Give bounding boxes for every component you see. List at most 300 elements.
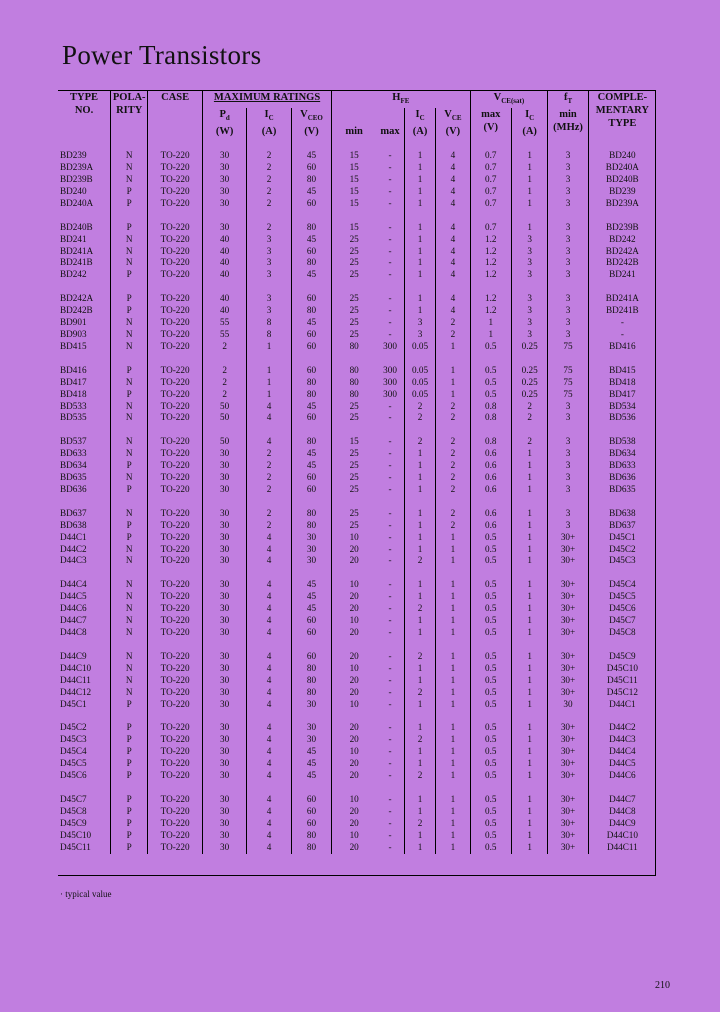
table-cell: 0.7 xyxy=(470,222,511,234)
table-cell: TO-220 xyxy=(148,174,203,186)
table-cell: 1 xyxy=(511,746,547,758)
table-cell: 0.6 xyxy=(470,472,511,484)
table-cell: 2 xyxy=(202,341,246,353)
table-row xyxy=(58,377,656,389)
page-title: Power Transistors xyxy=(62,40,262,70)
table-cell: 30 xyxy=(202,472,246,484)
table-row xyxy=(58,520,656,532)
table-cell: 1 xyxy=(404,722,435,734)
table-cell: 75 xyxy=(548,365,588,377)
table-row xyxy=(58,293,656,305)
group-spacer xyxy=(58,353,656,365)
table-cell: BD637 xyxy=(60,507,87,518)
table-cell: 1 xyxy=(511,806,547,818)
table-cell: TO-220 xyxy=(148,675,203,687)
table-cell: 1 xyxy=(404,544,435,556)
table-cell: BD633 xyxy=(588,460,656,472)
table-cell: BD418 xyxy=(588,377,656,389)
table-cell: BD635 xyxy=(60,472,87,483)
table-cell: - xyxy=(388,400,392,411)
table-cell: 4 xyxy=(247,806,291,818)
table-cell: D44C11 xyxy=(60,674,91,685)
table-cell: 45 xyxy=(291,401,331,413)
table-cell: 80 xyxy=(332,341,376,353)
table-cell: - xyxy=(388,317,392,328)
table-cell: 4 xyxy=(247,436,291,448)
table-cell: 30 xyxy=(202,162,246,174)
table-cell: BD415 xyxy=(588,365,656,377)
table-cell: D45C3 xyxy=(60,734,87,745)
table-cell: 0.7 xyxy=(470,186,511,198)
table-row xyxy=(58,150,656,162)
table-cell: - xyxy=(388,150,392,161)
table-cell: 30 xyxy=(202,448,246,460)
table-cell: 1 xyxy=(436,746,470,758)
table-cell: D45C2 xyxy=(588,544,656,556)
table-cell: BD633 xyxy=(60,448,87,459)
table-cell: 2 xyxy=(436,412,470,424)
table-cell: 4 xyxy=(247,412,291,424)
table-cell: D45C4 xyxy=(588,579,656,591)
table-cell: 0.5 xyxy=(470,663,511,675)
table-cell: 15 xyxy=(332,198,376,210)
table-cell: 30 xyxy=(202,603,246,615)
group-spacer xyxy=(58,567,656,579)
table-cell: 1 xyxy=(511,651,547,663)
table-cell: - xyxy=(388,591,392,602)
table-cell: P xyxy=(111,758,148,770)
table-cell: TO-220 xyxy=(148,603,203,615)
table-cell: 30 xyxy=(202,508,246,520)
table-cell: 2 xyxy=(436,460,470,472)
table-cell: 25 xyxy=(332,269,376,281)
table-cell: 30+ xyxy=(548,818,588,830)
table-cell: 80 xyxy=(332,389,376,401)
table-cell: TO-220 xyxy=(148,246,203,258)
table-cell: 3 xyxy=(548,257,588,269)
table-cell: D44C6 xyxy=(60,603,87,614)
table-cell: BD634 xyxy=(60,460,87,471)
table-cell: N xyxy=(111,150,148,162)
table-cell: TO-220 xyxy=(148,472,203,484)
table-cell: D45C3 xyxy=(588,555,656,567)
table-cell: 1.2 xyxy=(470,269,511,281)
table-row xyxy=(58,544,656,556)
table-cell: TO-220 xyxy=(148,615,203,627)
table-cell: 2 xyxy=(404,651,435,663)
table-cell: 4 xyxy=(436,186,470,198)
table-cell: 1 xyxy=(436,651,470,663)
table-cell: D45C8 xyxy=(60,805,87,816)
table-cell: 3 xyxy=(548,305,588,317)
table-cell: 1 xyxy=(404,699,435,711)
table-cell: 25 xyxy=(332,234,376,246)
table-row xyxy=(58,687,656,699)
table-row xyxy=(58,806,656,818)
table-cell: 4 xyxy=(436,246,470,258)
table-cell: 4 xyxy=(436,150,470,162)
table-cell: 60 xyxy=(291,341,331,353)
table-cell: 0.7 xyxy=(470,174,511,186)
table-cell: 4 xyxy=(247,734,291,746)
table-cell: P xyxy=(111,198,148,210)
table-cell: D45C5 xyxy=(60,758,87,769)
table-cell: D45C12 xyxy=(588,687,656,699)
table-row xyxy=(58,198,656,210)
table-cell: TO-220 xyxy=(148,436,203,448)
table-cell: 2 xyxy=(404,818,435,830)
table-cell: 2 xyxy=(436,508,470,520)
table-cell: 0.5 xyxy=(470,794,511,806)
ic-header: $I_C$ (A) xyxy=(247,108,291,138)
table-cell: 4 xyxy=(247,746,291,758)
page-number: 210 xyxy=(655,980,670,991)
table-cell: 0.5 xyxy=(470,544,511,556)
table-cell: 0.7 xyxy=(470,198,511,210)
table-cell: 80 xyxy=(291,687,331,699)
table-cell: TO-220 xyxy=(148,389,203,401)
table-cell: 1.2 xyxy=(470,234,511,246)
table-cell: 25 xyxy=(332,508,376,520)
table-cell: 15 xyxy=(332,174,376,186)
table-cell: 1 xyxy=(436,734,470,746)
table-cell: 75 xyxy=(548,341,588,353)
table-cell: 0.5 xyxy=(470,687,511,699)
table-row xyxy=(58,246,656,258)
group-spacer xyxy=(58,138,656,150)
table-cell: 1 xyxy=(436,842,470,854)
table-cell: 30 xyxy=(202,806,246,818)
table-cell: - xyxy=(388,293,392,304)
table-cell: 75 xyxy=(548,389,588,401)
table-cell: 1 xyxy=(511,842,547,854)
group-spacer xyxy=(58,710,656,722)
table-cell: D45C6 xyxy=(60,770,87,781)
table-cell: 300 xyxy=(383,376,397,387)
table-cell: 15 xyxy=(332,222,376,234)
table-cell: 3 xyxy=(548,269,588,281)
table-cell: 30+ xyxy=(548,806,588,818)
table-cell: - xyxy=(388,174,392,184)
table-cell: 60 xyxy=(291,293,331,305)
table-cell: D44C3 xyxy=(588,734,656,746)
table-cell: - xyxy=(388,579,392,590)
table-cell: 30 xyxy=(202,830,246,842)
table-cell: - xyxy=(388,722,392,733)
table-cell: 2 xyxy=(404,734,435,746)
table-cell: D44C2 xyxy=(588,722,656,734)
table-cell: 1 xyxy=(511,591,547,603)
table-cell: D45C4 xyxy=(60,746,87,757)
table-cell: BD241A xyxy=(588,293,656,305)
table-cell: 0.5 xyxy=(470,627,511,639)
table-cell: 1 xyxy=(511,758,547,770)
table-cell: 50 xyxy=(202,412,246,424)
table-cell: - xyxy=(388,531,392,542)
table-cell: 0.05 xyxy=(404,365,435,377)
table-cell: P xyxy=(111,699,148,711)
table-cell: 3 xyxy=(548,234,588,246)
table-cell: 0.05 xyxy=(404,377,435,389)
table-cell: - xyxy=(388,328,392,339)
table-cell: 2 xyxy=(202,377,246,389)
table-cell: 20 xyxy=(332,734,376,746)
table-cell: BD242 xyxy=(60,269,87,280)
table-row xyxy=(58,341,656,353)
table-cell: BD239 xyxy=(588,186,656,198)
table-cell: 3 xyxy=(548,520,588,532)
table-cell: 20 xyxy=(332,603,376,615)
table-cell: - xyxy=(388,603,392,614)
table-cell: 45 xyxy=(291,591,331,603)
table-cell: 0.25 xyxy=(511,365,547,377)
table-cell: 80 xyxy=(291,675,331,687)
table-cell: 30+ xyxy=(548,770,588,782)
table-cell: P xyxy=(111,460,148,472)
table-cell: D45C9 xyxy=(60,817,87,828)
table-cell: BD416 xyxy=(60,364,87,375)
table-cell: 1 xyxy=(470,329,511,341)
table-cell: 1 xyxy=(404,484,435,496)
table-cell: D44C4 xyxy=(588,746,656,758)
table-cell: 3 xyxy=(548,293,588,305)
table-cell: 1 xyxy=(436,722,470,734)
table-cell: BD418 xyxy=(60,388,87,399)
table-cell: N xyxy=(111,687,148,699)
table-cell: 30+ xyxy=(548,734,588,746)
table-cell: BD239B xyxy=(60,174,93,184)
pd-header: $P_d$ (W) xyxy=(202,108,246,138)
table-cell: - xyxy=(388,412,392,423)
table-cell: 4 xyxy=(247,615,291,627)
complementary-header: COMPLE- MENTARY TYPE xyxy=(588,91,656,138)
table-cell: BD416 xyxy=(588,341,656,353)
table-cell: 1 xyxy=(247,389,291,401)
table-row xyxy=(58,818,656,830)
table-cell: 30 xyxy=(291,544,331,556)
table-cell: N xyxy=(111,174,148,186)
table-cell: 1 xyxy=(511,830,547,842)
table-cell: 10 xyxy=(332,830,376,842)
table-cell: 30+ xyxy=(548,794,588,806)
table-cell: 20 xyxy=(332,544,376,556)
table-cell: 80 xyxy=(291,830,331,842)
table-cell: BD634 xyxy=(588,448,656,460)
table-cell: BD239B xyxy=(588,222,656,234)
table-cell: BD417 xyxy=(60,376,87,387)
table-cell: 60 xyxy=(291,162,331,174)
table-cell: 4 xyxy=(247,651,291,663)
table-cell: 4 xyxy=(247,675,291,687)
table-cell: TO-220 xyxy=(148,329,203,341)
table-cell: P xyxy=(111,818,148,830)
table-row xyxy=(58,699,656,711)
col-type-header: TYPE NO. xyxy=(70,92,99,116)
table-cell: 45 xyxy=(291,448,331,460)
table-cell: 2 xyxy=(247,162,291,174)
table-cell: 45 xyxy=(291,317,331,329)
table-cell: 80 xyxy=(291,508,331,520)
group-spacer xyxy=(58,496,656,508)
table-cell: 0.5 xyxy=(470,699,511,711)
table-cell: TO-220 xyxy=(148,746,203,758)
table-cell: 80 xyxy=(291,520,331,532)
table-row xyxy=(58,532,656,544)
table-cell: 30 xyxy=(202,150,246,162)
table-cell: 1 xyxy=(436,627,470,639)
table-cell: 0.5 xyxy=(470,770,511,782)
table-cell: 45 xyxy=(291,758,331,770)
table-cell: P xyxy=(111,532,148,544)
table-row xyxy=(58,329,656,341)
table-cell: 1 xyxy=(436,377,470,389)
table-cell: 10 xyxy=(332,579,376,591)
table-cell: - xyxy=(388,698,392,709)
table-cell: BD239A xyxy=(588,198,656,210)
table-cell: P xyxy=(111,746,148,758)
table-cell: 1 xyxy=(404,842,435,854)
table-cell: 30 xyxy=(202,675,246,687)
table-cell: 1 xyxy=(436,675,470,687)
table-cell: 1 xyxy=(404,186,435,198)
table-cell: 1 xyxy=(404,746,435,758)
table-cell: 1 xyxy=(436,615,470,627)
table-cell: 4 xyxy=(247,627,291,639)
table-cell: - xyxy=(388,817,392,828)
table-cell: 1 xyxy=(511,448,547,460)
table-cell: 1 xyxy=(436,818,470,830)
table-cell: P xyxy=(111,520,148,532)
table-cell: 4 xyxy=(247,818,291,830)
table-cell: 3 xyxy=(404,329,435,341)
table-cell: 2 xyxy=(247,174,291,186)
table-cell: 1 xyxy=(511,770,547,782)
table-cell: 40 xyxy=(202,305,246,317)
table-row xyxy=(58,234,656,246)
table-cell: 0.8 xyxy=(470,412,511,424)
table-cell: 3 xyxy=(548,472,588,484)
table-cell: 1 xyxy=(436,591,470,603)
table-cell: 1.2 xyxy=(470,257,511,269)
table-cell: 0.6 xyxy=(470,520,511,532)
table-cell: - xyxy=(388,793,392,804)
table-cell: 80 xyxy=(291,305,331,317)
vcesat-max-header: max (V) xyxy=(470,108,511,138)
table-cell: 2 xyxy=(247,520,291,532)
table-cell: 3 xyxy=(548,222,588,234)
table-cell: BD242 xyxy=(588,234,656,246)
table-cell: 1 xyxy=(436,365,470,377)
table-cell: 4 xyxy=(247,687,291,699)
table-cell: D45C10 xyxy=(588,663,656,675)
table-cell: 0.6 xyxy=(470,484,511,496)
table-cell: D44C9 xyxy=(60,650,87,661)
table-cell: P xyxy=(111,770,148,782)
table-cell: 3 xyxy=(511,305,547,317)
table-cell: TO-220 xyxy=(148,305,203,317)
table-cell: N xyxy=(111,663,148,675)
table-cell: 2 xyxy=(404,401,435,413)
table-cell: 80 xyxy=(291,257,331,269)
table-cell: 15 xyxy=(332,150,376,162)
table-cell: BD239A xyxy=(60,162,94,173)
table-cell: - xyxy=(388,543,392,554)
table-cell: 0.5 xyxy=(470,651,511,663)
table-cell: BD533 xyxy=(60,400,87,411)
table-cell: 1 xyxy=(436,555,470,567)
table-cell: 2 xyxy=(404,770,435,782)
table-cell: 3 xyxy=(247,305,291,317)
hfe-max-header: max xyxy=(380,126,400,138)
table-cell: TO-220 xyxy=(148,687,203,699)
table-cell: TO-220 xyxy=(148,555,203,567)
table-cell: 20 xyxy=(332,806,376,818)
table-cell: 80 xyxy=(291,663,331,675)
table-cell: 1 xyxy=(511,150,547,162)
table-cell: 1 xyxy=(511,722,547,734)
table-cell: D44C7 xyxy=(60,615,87,626)
table-cell: TO-220 xyxy=(148,341,203,353)
table-cell: D44C10 xyxy=(588,830,656,842)
table-cell: TO-220 xyxy=(148,365,203,377)
table-cell: 3 xyxy=(548,484,588,496)
table-cell: D45C5 xyxy=(588,591,656,603)
max-ratings-header: MAXIMUM RATINGS xyxy=(202,91,331,108)
table-cell: TO-220 xyxy=(148,591,203,603)
table-cell: BD240B xyxy=(588,174,656,186)
table-cell: 30 xyxy=(291,699,331,711)
table-cell: TO-220 xyxy=(148,532,203,544)
table-cell: P xyxy=(111,186,148,198)
table-row xyxy=(58,484,656,496)
table-cell: BD241 xyxy=(588,269,656,281)
table-cell: N xyxy=(111,603,148,615)
table-cell: D44C7 xyxy=(588,794,656,806)
table-cell: 80 xyxy=(291,377,331,389)
table-cell: D45C2 xyxy=(60,722,87,733)
table-cell: 1 xyxy=(436,532,470,544)
table-cell: BD417 xyxy=(588,389,656,401)
table-cell: 1 xyxy=(436,663,470,675)
table-cell: 30+ xyxy=(548,579,588,591)
table-row xyxy=(58,460,656,472)
table-cell: 30+ xyxy=(548,532,588,544)
table-cell: 3 xyxy=(548,412,588,424)
table-cell: 30+ xyxy=(548,627,588,639)
hfe-ic-header: $I_C$ (A) xyxy=(404,108,435,138)
table-row xyxy=(58,186,656,198)
table-cell: 2 xyxy=(202,389,246,401)
table-cell: 1 xyxy=(404,305,435,317)
table-cell: BD537 xyxy=(60,436,87,447)
col-polarity-header: POLA- RITY xyxy=(111,91,148,138)
table-cell: N xyxy=(111,377,148,389)
table-cell: 60 xyxy=(291,412,331,424)
table-cell: 30 xyxy=(548,699,588,711)
table-cell: - xyxy=(388,162,392,173)
table-row xyxy=(58,257,656,269)
table-cell: - xyxy=(388,650,392,661)
table-cell: TO-220 xyxy=(148,269,203,281)
table-cell: 2 xyxy=(404,436,435,448)
group-spacer xyxy=(58,210,656,222)
table-cell: 3 xyxy=(548,317,588,329)
table-cell: 25 xyxy=(332,305,376,317)
table-cell: 1 xyxy=(404,794,435,806)
table-cell: 30+ xyxy=(548,544,588,556)
table-cell: 0.5 xyxy=(470,365,511,377)
table-cell: 30 xyxy=(202,591,246,603)
